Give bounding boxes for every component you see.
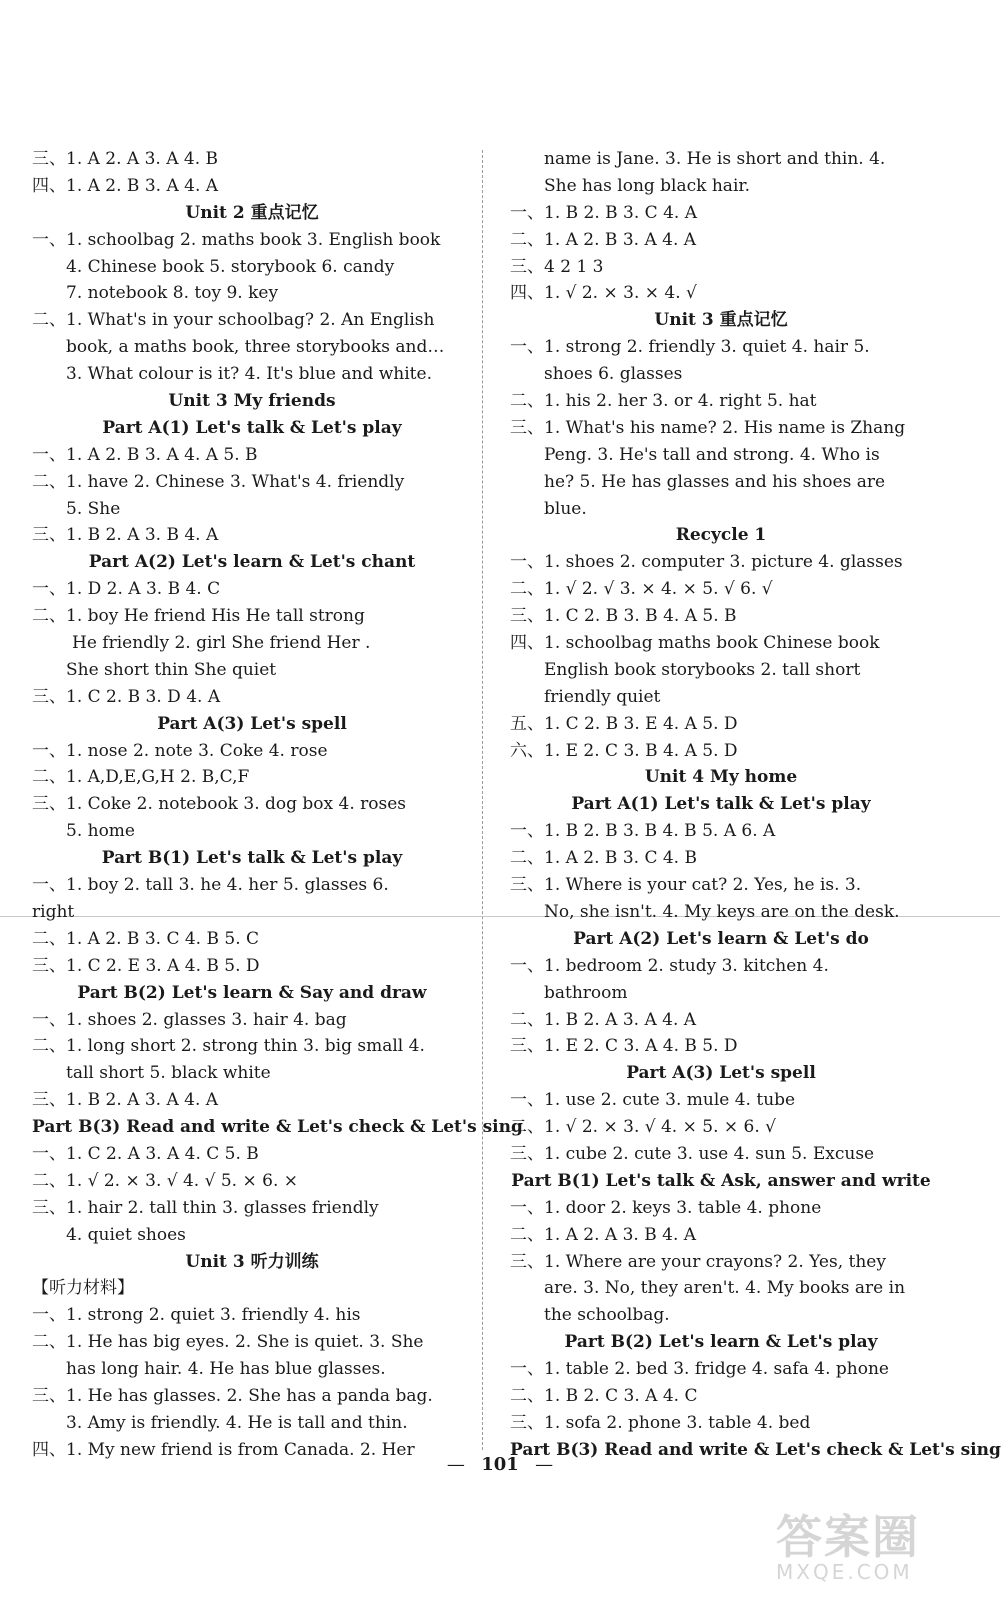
answer-line: She short thin She quiet [66, 659, 277, 680]
answer-line: book, a maths book, three storybooks and… [66, 337, 445, 358]
answer-line: 一、1. boy 2. tall 3. he 4. her 5. glasses 6. [32, 875, 389, 896]
answer-line: 一、1. table 2. bed 3. fridge 4. safa 4. phone [510, 1359, 889, 1380]
answer-line: 二、1. √ 2. √ 3. × 4. × 5. √ 6. √ [510, 579, 773, 600]
answer-line: 三、1. sofa 2. phone 3. table 4. bed [510, 1412, 811, 1433]
section-heading: Part A(1) Let's talk & Let's play [102, 417, 402, 438]
answer-line: English book storybooks 2. tall short [544, 659, 861, 680]
answer-line: 二、1. A,D,E,G,H 2. B,C,F [32, 767, 250, 788]
answer-line: 二、1. his 2. her 3. or 4. right 5. hat [510, 391, 817, 412]
answer-line: 三、1. C 2. B 3. D 4. A [32, 686, 221, 707]
answer-line: right [32, 901, 75, 922]
section-heading: Part B(2) Let's learn & Say and draw [77, 982, 427, 1003]
section-heading: Part B(2) Let's learn & Let's play [564, 1332, 878, 1353]
answer-line: shoes 6. glasses [544, 364, 683, 385]
answer-line: 三、1. C 2. B 3. B 4. A 5. B [510, 606, 737, 627]
section-heading: Part B(3) Read and write & Let's check & Let's sing [32, 1117, 523, 1138]
answer-line: 一、1. strong 2. quiet 3. friendly 4. his [32, 1305, 361, 1326]
answer-line: 5. She [66, 498, 121, 519]
answer-line: tall short 5. black white [66, 1063, 271, 1084]
section-heading: Unit 2 重点记忆 [185, 202, 319, 223]
answer-line: 五、1. C 2. B 3. E 4. A 5. D [510, 713, 738, 734]
answer-line: has long hair. 4. He has blue glasses. [66, 1359, 386, 1380]
answer-line: blue. [544, 498, 587, 519]
answer-line: name is Jane. 3. He is short and thin. 4. [544, 149, 886, 169]
section-heading: Part B(1) Let's talk & Let's play [101, 848, 403, 869]
answer-line: 二、1. √ 2. × 3. √ 4. × 5. × 6. √ [510, 1117, 776, 1138]
section-heading: Unit 4 My home [644, 767, 798, 788]
answer-line: 4. Chinese book 5. storybook 6. candy [66, 256, 395, 277]
answer-line: 三、1. cube 2. cute 3. use 4. sun 5. Excuse [510, 1143, 875, 1164]
answer-line: 二、1. He has big eyes. 2. She is quiet. 3. She [32, 1332, 424, 1353]
page-number: 101 [481, 1454, 519, 1475]
answer-line: 三、1. Where is your cat? 2. Yes, he is. 3. [510, 875, 862, 896]
page-footer [0, 1454, 1000, 1475]
answer-line: He friendly 2. girl She friend Her . [72, 633, 371, 654]
answer-line: 一、1. nose 2. note 3. Coke 4. rose [32, 740, 328, 761]
answer-line: 3. Amy is friendly. 4. He is tall and thin. [66, 1412, 408, 1433]
answer-line: 三、1. B 2. A 3. B 4. A [32, 525, 219, 546]
answer-line: 三、1. A 2. A 3. A 4. B [32, 149, 219, 169]
section-heading: Unit 3 My friends [168, 391, 336, 412]
answer-line: 三、1. What's his name? 2. His name is Zhang [510, 417, 906, 438]
answer-line: 3. What colour is it? 4. It's blue and white. [66, 364, 432, 385]
left-answer-column [32, 146, 523, 1464]
section-heading: Unit 3 重点记忆 [654, 310, 788, 331]
answer-line: 一、1. B 2. B 3. B 4. B 5. A 6. A [510, 821, 776, 842]
section-heading: Part A(2) Let's learn & Let's chant [88, 552, 416, 573]
answer-line: 二、1. have 2. Chinese 3. What's 4. friendly [32, 471, 405, 492]
answer-line: 二、1. A 2. A 3. B 4. A [510, 1224, 697, 1245]
answer-line: 一、1. bedroom 2. study 3. kitchen 4. [510, 955, 829, 976]
answer-line: No, she isn't. 4. My keys are on the desk. [544, 901, 900, 922]
answer-line: 二、1. long short 2. strong thin 3. big small 4. [32, 1036, 425, 1057]
section-heading: Part A(3) Let's spell [626, 1063, 816, 1084]
answer-line: he? 5. He has glasses and his shoes are [544, 471, 886, 492]
answer-line: 四、1. √ 2. × 3. × 4. √ [510, 283, 697, 304]
answer-line: 二、1. A 2. B 3. C 4. B [510, 848, 697, 869]
answer-line: 二、1. √ 2. × 3. √ 4. √ 5. × 6. × [32, 1170, 298, 1191]
site-watermark-logo [776, 1512, 976, 1582]
answer-line: 一、1. door 2. keys 3. table 4. phone [510, 1197, 822, 1218]
answer-line: 4. quiet shoes [66, 1224, 186, 1245]
answer-line: She has long black hair. [544, 175, 751, 196]
section-heading: Part B(3) Read and write & Let's check & Let's sing [510, 1439, 1001, 1460]
answer-line: 二、1. A 2. B 3. C 4. B 5. C [32, 928, 260, 949]
section-heading: Part A(2) Let's learn & Let's do [573, 928, 869, 949]
answer-line: bathroom [544, 982, 628, 1003]
answer-line: 二、1. boy He friend His He tall strong [32, 606, 365, 627]
answer-line: 三、1. He has glasses. 2. She has a panda bag. [32, 1385, 433, 1406]
answer-line: 一、1. shoes 2. computer 3. picture 4. glasses [510, 552, 903, 573]
answer-line: 二、1. B 2. C 3. A 4. C [510, 1385, 698, 1406]
answer-line: 三、1. B 2. A 3. A 4. A [32, 1090, 219, 1111]
answer-line: 三、1. hair 2. tall thin 3. glasses friendly [32, 1197, 379, 1218]
column-divider [482, 150, 483, 1450]
answer-line: 三、4 2 1 3 [510, 256, 604, 277]
right-answer-column [510, 146, 1001, 1464]
answer-line: 四、1. schoolbag maths book Chinese book [510, 633, 880, 654]
answer-line: 【听力材料】 [32, 1278, 134, 1299]
watermark-url-text: MXQE.COM [776, 1560, 913, 1584]
answer-line: 二、1. B 2. A 3. A 4. A [510, 1009, 697, 1030]
answer-line: are. 3. No, they aren't. 4. My books are in [544, 1278, 906, 1299]
answer-line: 二、1. A 2. B 3. A 4. A [510, 229, 697, 250]
footer-dash-left: — [446, 1454, 465, 1475]
answer-line: 一、1. B 2. B 3. C 4. A [510, 202, 697, 223]
answer-line: 四、1. A 2. B 3. A 4. A [32, 175, 219, 196]
section-heading: Unit 3 听力训练 [185, 1251, 319, 1272]
answer-line: 一、1. shoes 2. glasses 3. hair 4. bag [32, 1009, 347, 1030]
section-heading: Recycle 1 [675, 525, 767, 546]
watermark-logo-text: 答案圈 [776, 1510, 920, 1564]
section-heading: Part A(1) Let's talk & Let's play [571, 794, 871, 815]
answer-line: 一、1. D 2. A 3. B 4. C [32, 579, 221, 600]
answer-line: 四、1. My new friend is from Canada. 2. Her [32, 1439, 415, 1460]
answer-line: 三、1. E 2. C 3. A 4. B 5. D [510, 1036, 738, 1057]
answer-line: Peng. 3. He's tall and strong. 4. Who is [544, 444, 880, 465]
answer-line: 5. home [66, 821, 135, 842]
answer-line: the schoolbag. [544, 1305, 670, 1326]
section-heading: Part B(1) Let's talk & Ask, answer and write [511, 1170, 931, 1191]
answer-line: 三、1. Where are your crayons? 2. Yes, they [510, 1251, 886, 1272]
answer-line: 六、1. E 2. C 3. B 4. A 5. D [510, 740, 738, 761]
footer-dash-right: — [535, 1454, 554, 1475]
answer-line: 二、1. What's in your schoolbag? 2. An English [32, 310, 435, 331]
answer-line: 一、1. C 2. A 3. A 4. C 5. B [32, 1143, 259, 1164]
answer-line: 三、1. Coke 2. notebook 3. dog box 4. roses [32, 794, 407, 815]
answer-line: 一、1. strong 2. friendly 3. quiet 4. hair 5. [510, 337, 870, 358]
answer-line: 7. notebook 8. toy 9. key [66, 283, 279, 304]
answer-line: 一、1. A 2. B 3. A 4. A 5. B [32, 444, 258, 465]
answer-line: 三、1. C 2. E 3. A 4. B 5. D [32, 955, 260, 976]
answer-line: 一、1. use 2. cute 3. mule 4. tube [510, 1090, 796, 1111]
answer-line: 一、1. schoolbag 2. maths book 3. English book [32, 229, 441, 250]
section-heading: Part A(3) Let's spell [157, 713, 347, 734]
answer-line: friendly quiet [544, 686, 661, 707]
